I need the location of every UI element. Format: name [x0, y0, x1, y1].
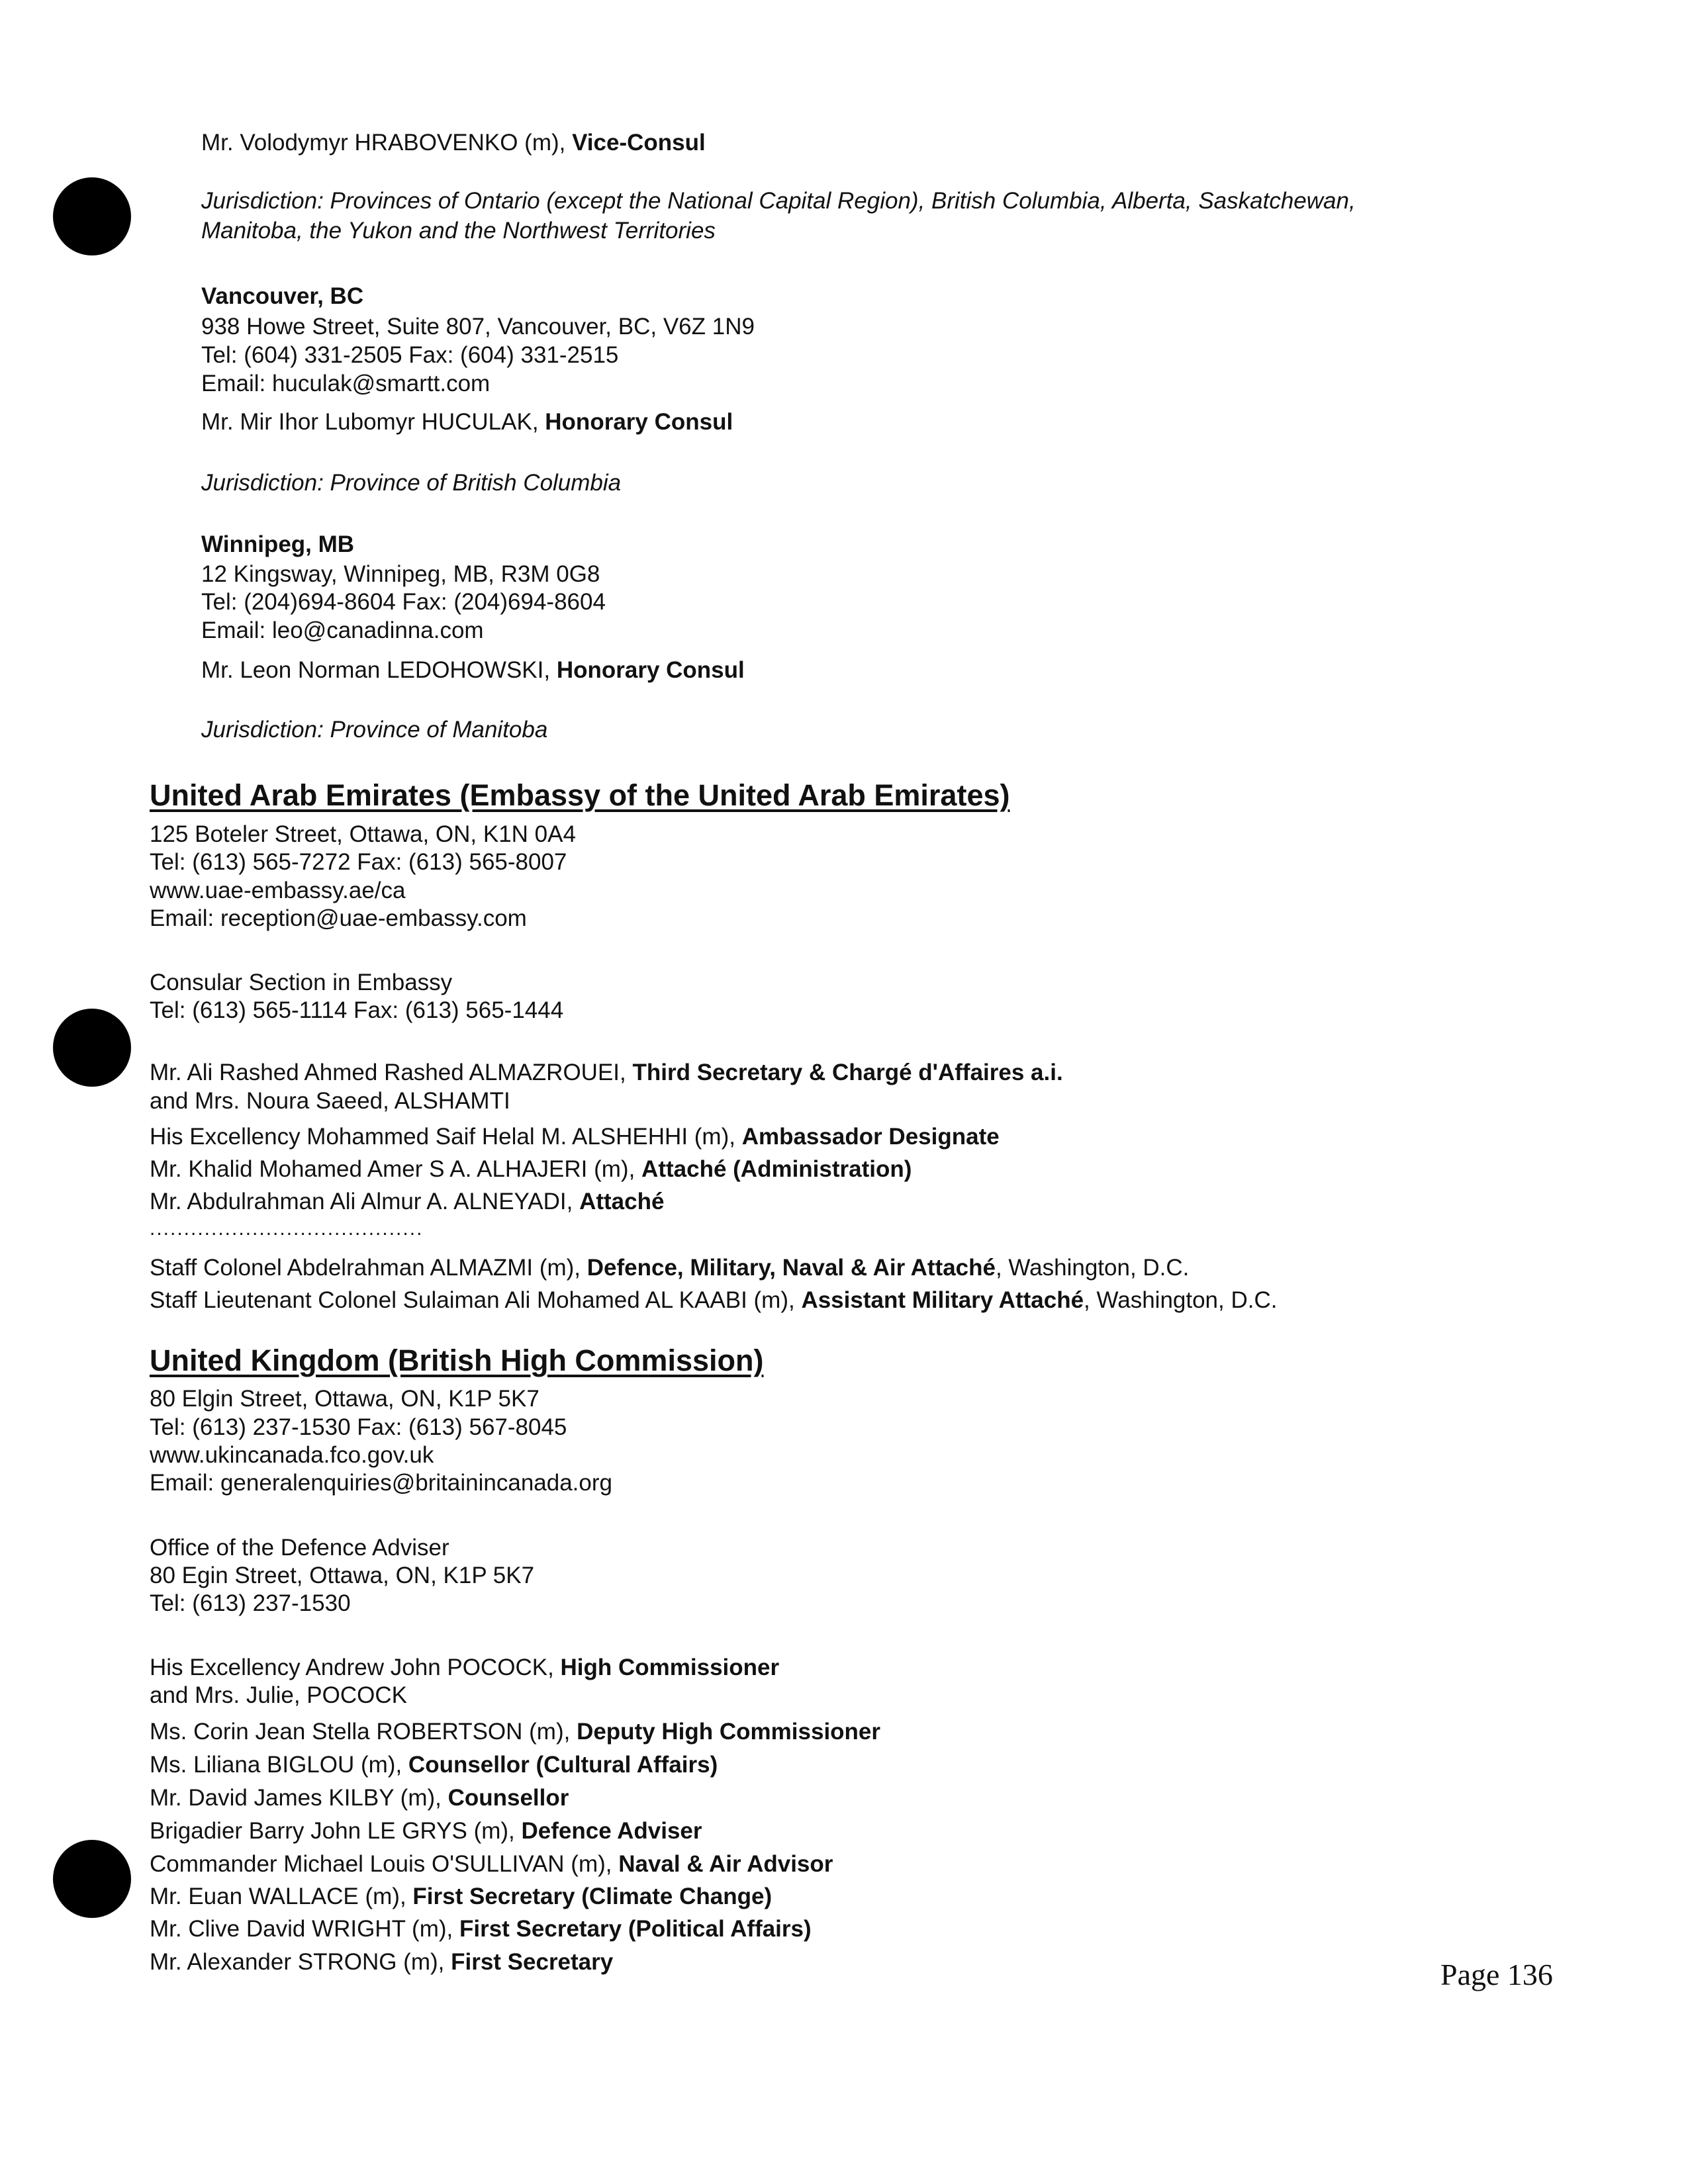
uk-staff-entry: [150, 1850, 833, 1878]
staff-title: First Secretary (Political Affairs): [459, 1916, 812, 1942]
staff-title: Assistant Military Attaché: [801, 1287, 1084, 1313]
uk-staff-entry: [150, 1915, 812, 1943]
staff-title: Naval & Air Advisor: [618, 1851, 833, 1877]
uae-staff-entry: [150, 1123, 1000, 1151]
uae-staff-entry: [150, 1156, 912, 1183]
defence-office-label: Office of the Defence Adviser: [150, 1535, 449, 1561]
staff-title: Counsellor (Cultural Affairs): [408, 1752, 718, 1778]
winnipeg-email: Email: leo@canadinna.com: [201, 617, 484, 643]
staff-name: Mr. Abdulrahman Ali Almur A. ALNEYADI,: [150, 1189, 580, 1214]
staff-name: Ms. Liliana BIGLOU (m),: [150, 1752, 408, 1778]
uk-tel: Tel: (613) 237-1530 Fax: (613) 567-8045: [150, 1414, 567, 1440]
uae-military-entry: [150, 1254, 1189, 1282]
staff-name: His Excellency Andrew John POCOCK,: [150, 1655, 561, 1680]
staff-name: Mr. Clive David WRIGHT (m),: [150, 1916, 459, 1942]
punch-hole-middle: [53, 1009, 131, 1087]
staff-title: Deputy High Commissioner: [577, 1719, 881, 1745]
uae-consular-tel: Tel: (613) 565-1114 Fax: (613) 565-1444: [150, 997, 564, 1023]
staff-title: Defence Adviser: [521, 1818, 702, 1844]
uk-staff-entry: [150, 1948, 613, 1976]
staff-title: Third Secretary & Chargé d'Affaires a.i.: [632, 1060, 1063, 1085]
vancouver-consul-entry: [201, 408, 733, 436]
winnipeg-consul-title: Honorary Consul: [556, 657, 745, 683]
staff-title: First Secretary: [451, 1949, 614, 1975]
uk-staff-entry: [150, 1883, 772, 1911]
staff-name: Brigadier Barry John LE GRYS (m),: [150, 1818, 522, 1844]
uae-consular-section-label: Consular Section in Embassy: [150, 970, 453, 995]
staff-name: His Excellency Mohammed Saif Helal M. ALSHEHHI (m),: [150, 1124, 742, 1150]
vancouver-jurisdiction: Jurisdiction: Province of British Columbia: [201, 470, 622, 496]
defence-office-address: 80 Egin Street, Ottawa, ON, K1P 5K7: [150, 1563, 535, 1588]
uae-staff-entry: [150, 1188, 664, 1216]
staff-name: Commander Michael Louis O'SULLIVAN (m),: [150, 1851, 619, 1877]
punch-hole-bottom: [53, 1840, 131, 1918]
uk-website: www.ukincanada.fco.gov.uk: [150, 1442, 434, 1468]
staff-title: First Secretary (Climate Change): [412, 1884, 773, 1909]
winnipeg-tel: Tel: (204)694-8604 Fax: (204)694-8604: [201, 589, 606, 615]
vice-consul-entry: [201, 129, 706, 157]
uae-heading: United Arab Emirates (Embassy of the United Arab Emirates): [150, 778, 1010, 812]
uk-staff-entry: [150, 1817, 702, 1845]
uk-staff-entry: [150, 1751, 718, 1779]
vancouver-email: Email: huculak@smartt.com: [201, 371, 491, 396]
staff-title: Defence, Military, Naval & Air Attaché: [586, 1255, 996, 1281]
vice-consul-title: Vice-Consul: [572, 130, 706, 156]
staff-name: Mr. Euan WALLACE (m),: [150, 1884, 413, 1909]
staff-name: Staff Colonel Abdelrahman ALMAZMI (m),: [150, 1255, 587, 1281]
vice-consul-jurisdiction-line1: Jurisdiction: Provinces of Ontario (except the National Capital Region), British Columbia, Alberta, Saskatchewan,: [201, 188, 1356, 214]
vancouver-tel: Tel: (604) 331-2505 Fax: (604) 331-2515: [201, 342, 619, 368]
winnipeg-jurisdiction: Jurisdiction: Province of Manitoba: [201, 717, 548, 743]
vice-consul-name: Mr. Volodymyr HRABOVENKO (m),: [201, 130, 573, 156]
staff-name: Mr. Alexander STRONG (m),: [150, 1949, 451, 1975]
uae-address: 125 Boteler Street, Ottawa, ON, K1N 0A4: [150, 821, 576, 847]
staff-name: Mr. Ali Rashed Ahmed Rashed ALMAZROUEI,: [150, 1060, 633, 1085]
staff-name: Mr. Khalid Mohamed Amer S A. ALHAJERI (m),: [150, 1156, 642, 1182]
winnipeg-address: 12 Kingsway, Winnipeg, MB, R3M 0G8: [201, 561, 600, 587]
uae-staff-entry: [150, 1087, 510, 1115]
uae-staff-entry: [150, 1059, 1063, 1087]
uk-staff-entry: [150, 1718, 880, 1746]
staff-location: , Washington, D.C.: [995, 1255, 1190, 1281]
uae-military-entry: [150, 1287, 1277, 1314]
vancouver-consul-name: Mr. Mir Ihor Lubomyr HUCULAK,: [201, 409, 545, 435]
winnipeg-consul-entry: [201, 657, 745, 684]
staff-name: and Mrs. Noura Saeed, ALSHAMTI: [150, 1088, 510, 1114]
vancouver-address: 938 Howe Street, Suite 807, Vancouver, BC, V6Z 1N9: [201, 314, 755, 340]
uae-email: Email: reception@uae-embassy.com: [150, 905, 527, 931]
vice-consul-jurisdiction-line2: Manitoba, the Yukon and the Northwest Territories: [201, 218, 716, 244]
punch-hole-top: [53, 177, 131, 255]
vancouver-consul-title: Honorary Consul: [545, 409, 733, 435]
uae-website: www.uae-embassy.ae/ca: [150, 878, 406, 903]
uk-heading: United Kingdom (British High Commission): [150, 1343, 764, 1377]
uae-tel: Tel: (613) 565-7272 Fax: (613) 565-8007: [150, 849, 567, 875]
defence-office-tel: Tel: (613) 237-1530: [150, 1590, 351, 1616]
staff-location: , Washington, D.C.: [1084, 1287, 1278, 1313]
staff-title: Attaché: [579, 1189, 665, 1214]
vancouver-city: Vancouver, BC: [201, 283, 364, 309]
page-number: Page 136: [1440, 1958, 1553, 1991]
dotted-separator: ........................................: [150, 1218, 424, 1240]
staff-name: and Mrs. Julie, POCOCK: [150, 1682, 407, 1708]
staff-title: Ambassador Designate: [741, 1124, 1000, 1150]
staff-title: High Commissioner: [560, 1655, 780, 1680]
uk-staff-entry: [150, 1654, 779, 1682]
uk-staff-entry: [150, 1784, 569, 1812]
staff-name: Mr. David James KILBY (m),: [150, 1785, 448, 1811]
uk-address: 80 Elgin Street, Ottawa, ON, K1P 5K7: [150, 1386, 539, 1412]
winnipeg-city: Winnipeg, MB: [201, 531, 355, 557]
staff-title: Attaché (Administration): [641, 1156, 912, 1182]
winnipeg-consul-name: Mr. Leon Norman LEDOHOWSKI,: [201, 657, 557, 683]
staff-title: Counsellor: [447, 1785, 569, 1811]
uk-email: Email: generalenquiries@britainincanada.org: [150, 1470, 612, 1496]
uk-staff-entry: [150, 1682, 407, 1709]
staff-name: Ms. Corin Jean Stella ROBERTSON (m),: [150, 1719, 577, 1745]
staff-name: Staff Lieutenant Colonel Sulaiman Ali Mohamed AL KAABI (m),: [150, 1287, 802, 1313]
